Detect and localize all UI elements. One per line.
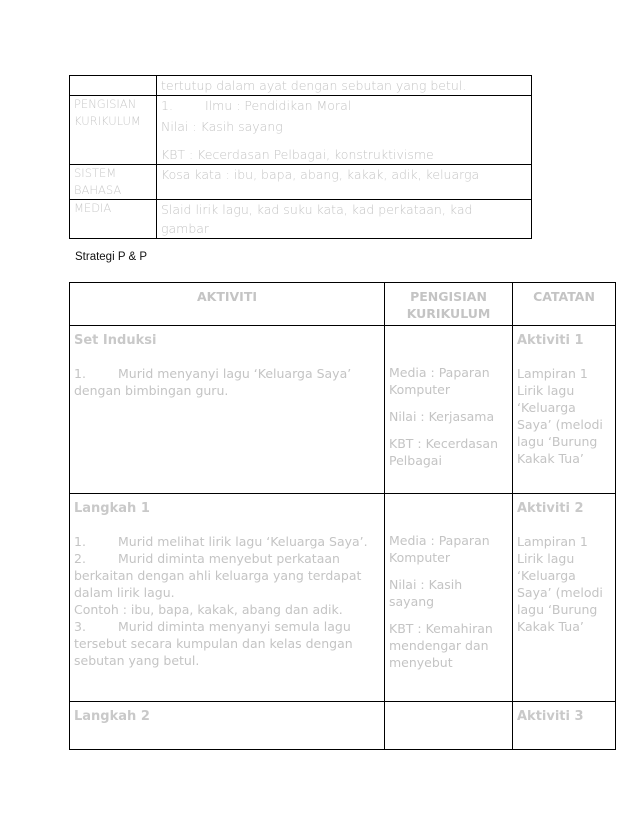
continuation-text: tertutup dalam ayat dengan sebutan yang betul. <box>157 76 532 96</box>
activity-cell <box>70 702 385 750</box>
label-line: MEDIA <box>74 201 112 215</box>
content-line: KBT : Kecerdasan Pelbagai, konstruktivisme <box>161 147 434 162</box>
list-item <box>74 365 380 382</box>
curriculum-item: Media : Paparan Komputer <box>389 533 490 565</box>
table-row <box>70 165 532 200</box>
spacer <box>389 398 508 408</box>
notes-cell <box>513 702 616 750</box>
spacer <box>389 332 508 364</box>
list-item <box>74 618 380 635</box>
notes-cell <box>513 494 616 702</box>
table-row <box>70 96 532 165</box>
item-text: Murid diminta menyebut perkataan <box>118 551 340 566</box>
list-number: 1. <box>74 366 86 381</box>
item-text: Murid diminta menyanyi semula lagu <box>118 619 351 634</box>
item-continuation: berkaitan dengan ahli keluarga yang terdapat dalam lirik lagu. <box>74 568 362 600</box>
curriculum-cell <box>385 494 513 702</box>
table-header-row <box>70 283 616 326</box>
list-number: 2. <box>74 551 86 566</box>
content-text: Ilmu : Pendidikan Moral <box>205 98 352 113</box>
row-label-sistem <box>70 165 157 200</box>
content-line: Nilai : Kasih sayang <box>161 119 283 134</box>
list-number: 3. <box>74 619 86 634</box>
label-line: BAHASA <box>74 183 122 197</box>
content-line <box>161 96 527 115</box>
spacer <box>389 610 508 620</box>
row-label-media <box>70 200 157 239</box>
header-line: KURIKULUM <box>406 306 491 321</box>
curriculum-item: KBT : Kemahiran mendengar dan menyebut <box>389 621 493 670</box>
note-title: Aktiviti 2 <box>517 501 584 516</box>
pengisian-content <box>157 96 532 165</box>
curriculum-item: Media : Paparan Komputer <box>389 365 490 397</box>
curriculum-cell <box>385 326 513 494</box>
label-line: KURIKULUM <box>74 114 141 128</box>
activity-cell <box>70 494 385 702</box>
content-line: Slaid lirik lagu, kad suku kata, kad perkataan, kad <box>161 202 473 217</box>
header-notes: CATATAN <box>513 283 616 326</box>
note-title: Aktiviti 3 <box>517 709 584 724</box>
table-row <box>70 494 616 702</box>
curriculum-cell <box>385 702 513 750</box>
item-continuation: tersebut secara kumpulan dan kelas dengan sebutan yang betul. <box>74 636 353 668</box>
table-row <box>70 326 616 494</box>
curriculum-item: Nilai : Kerjasama <box>389 409 495 424</box>
row-title: Langkah 1 <box>74 501 150 516</box>
item-text: Murid melihat lirik lagu ‘Keluarga Saya’. <box>118 534 368 549</box>
item-text: Murid menyanyi lagu ‘Keluarga Saya’ <box>118 366 352 381</box>
row-title: Langkah 2 <box>74 709 150 724</box>
curriculum-item: Nilai : Kasih sayang <box>389 577 463 609</box>
strategy-table <box>69 282 616 750</box>
spacer <box>389 566 508 576</box>
label-line: SISTEM <box>74 166 117 180</box>
header-line: PENGISIAN <box>410 289 487 304</box>
note-text: Lampiran 1 Lirik lagu ‘Keluarga Saya’ (melodi lagu ‘Burung Kakak Tua’ <box>517 366 603 466</box>
list-item: Contoh : ibu, bapa, kakak, abang dan adik. <box>74 602 343 617</box>
row-title: Set Induksi <box>74 333 157 348</box>
media-content <box>157 200 532 239</box>
list-number: 1. <box>161 98 173 113</box>
notes-cell <box>513 326 616 494</box>
content-line: gambar <box>161 221 210 236</box>
header-activity: AKTIVITI <box>70 283 385 326</box>
table-row <box>70 200 532 239</box>
section-label: Strategi P & P <box>75 251 148 263</box>
spacer <box>389 425 508 435</box>
table-row <box>70 702 616 750</box>
list-item <box>74 533 380 550</box>
list-item <box>74 550 380 567</box>
lesson-info-table <box>69 75 532 239</box>
table-cell-empty <box>70 76 157 96</box>
activity-cell <box>70 326 385 494</box>
table-row <box>70 76 532 96</box>
list-number: 1. <box>74 534 86 549</box>
curriculum-item: KBT : Kecerdasan Pelbagai <box>389 436 499 468</box>
row-label-pengisian <box>70 96 157 165</box>
header-curriculum <box>385 283 513 326</box>
note-title: Aktiviti 1 <box>517 333 584 348</box>
sistem-content: Kosa kata : ibu, bapa, abang, kakak, adik, keluarga <box>157 165 532 200</box>
label-line: PENGISIAN <box>74 97 137 111</box>
item-continuation: dengan bimbingan guru. <box>74 383 229 398</box>
note-text: Lampiran 1 Lirik lagu ‘Keluarga Saya’ (melodi lagu ‘Burung Kakak Tua’ <box>517 534 603 634</box>
spacer <box>389 500 508 532</box>
